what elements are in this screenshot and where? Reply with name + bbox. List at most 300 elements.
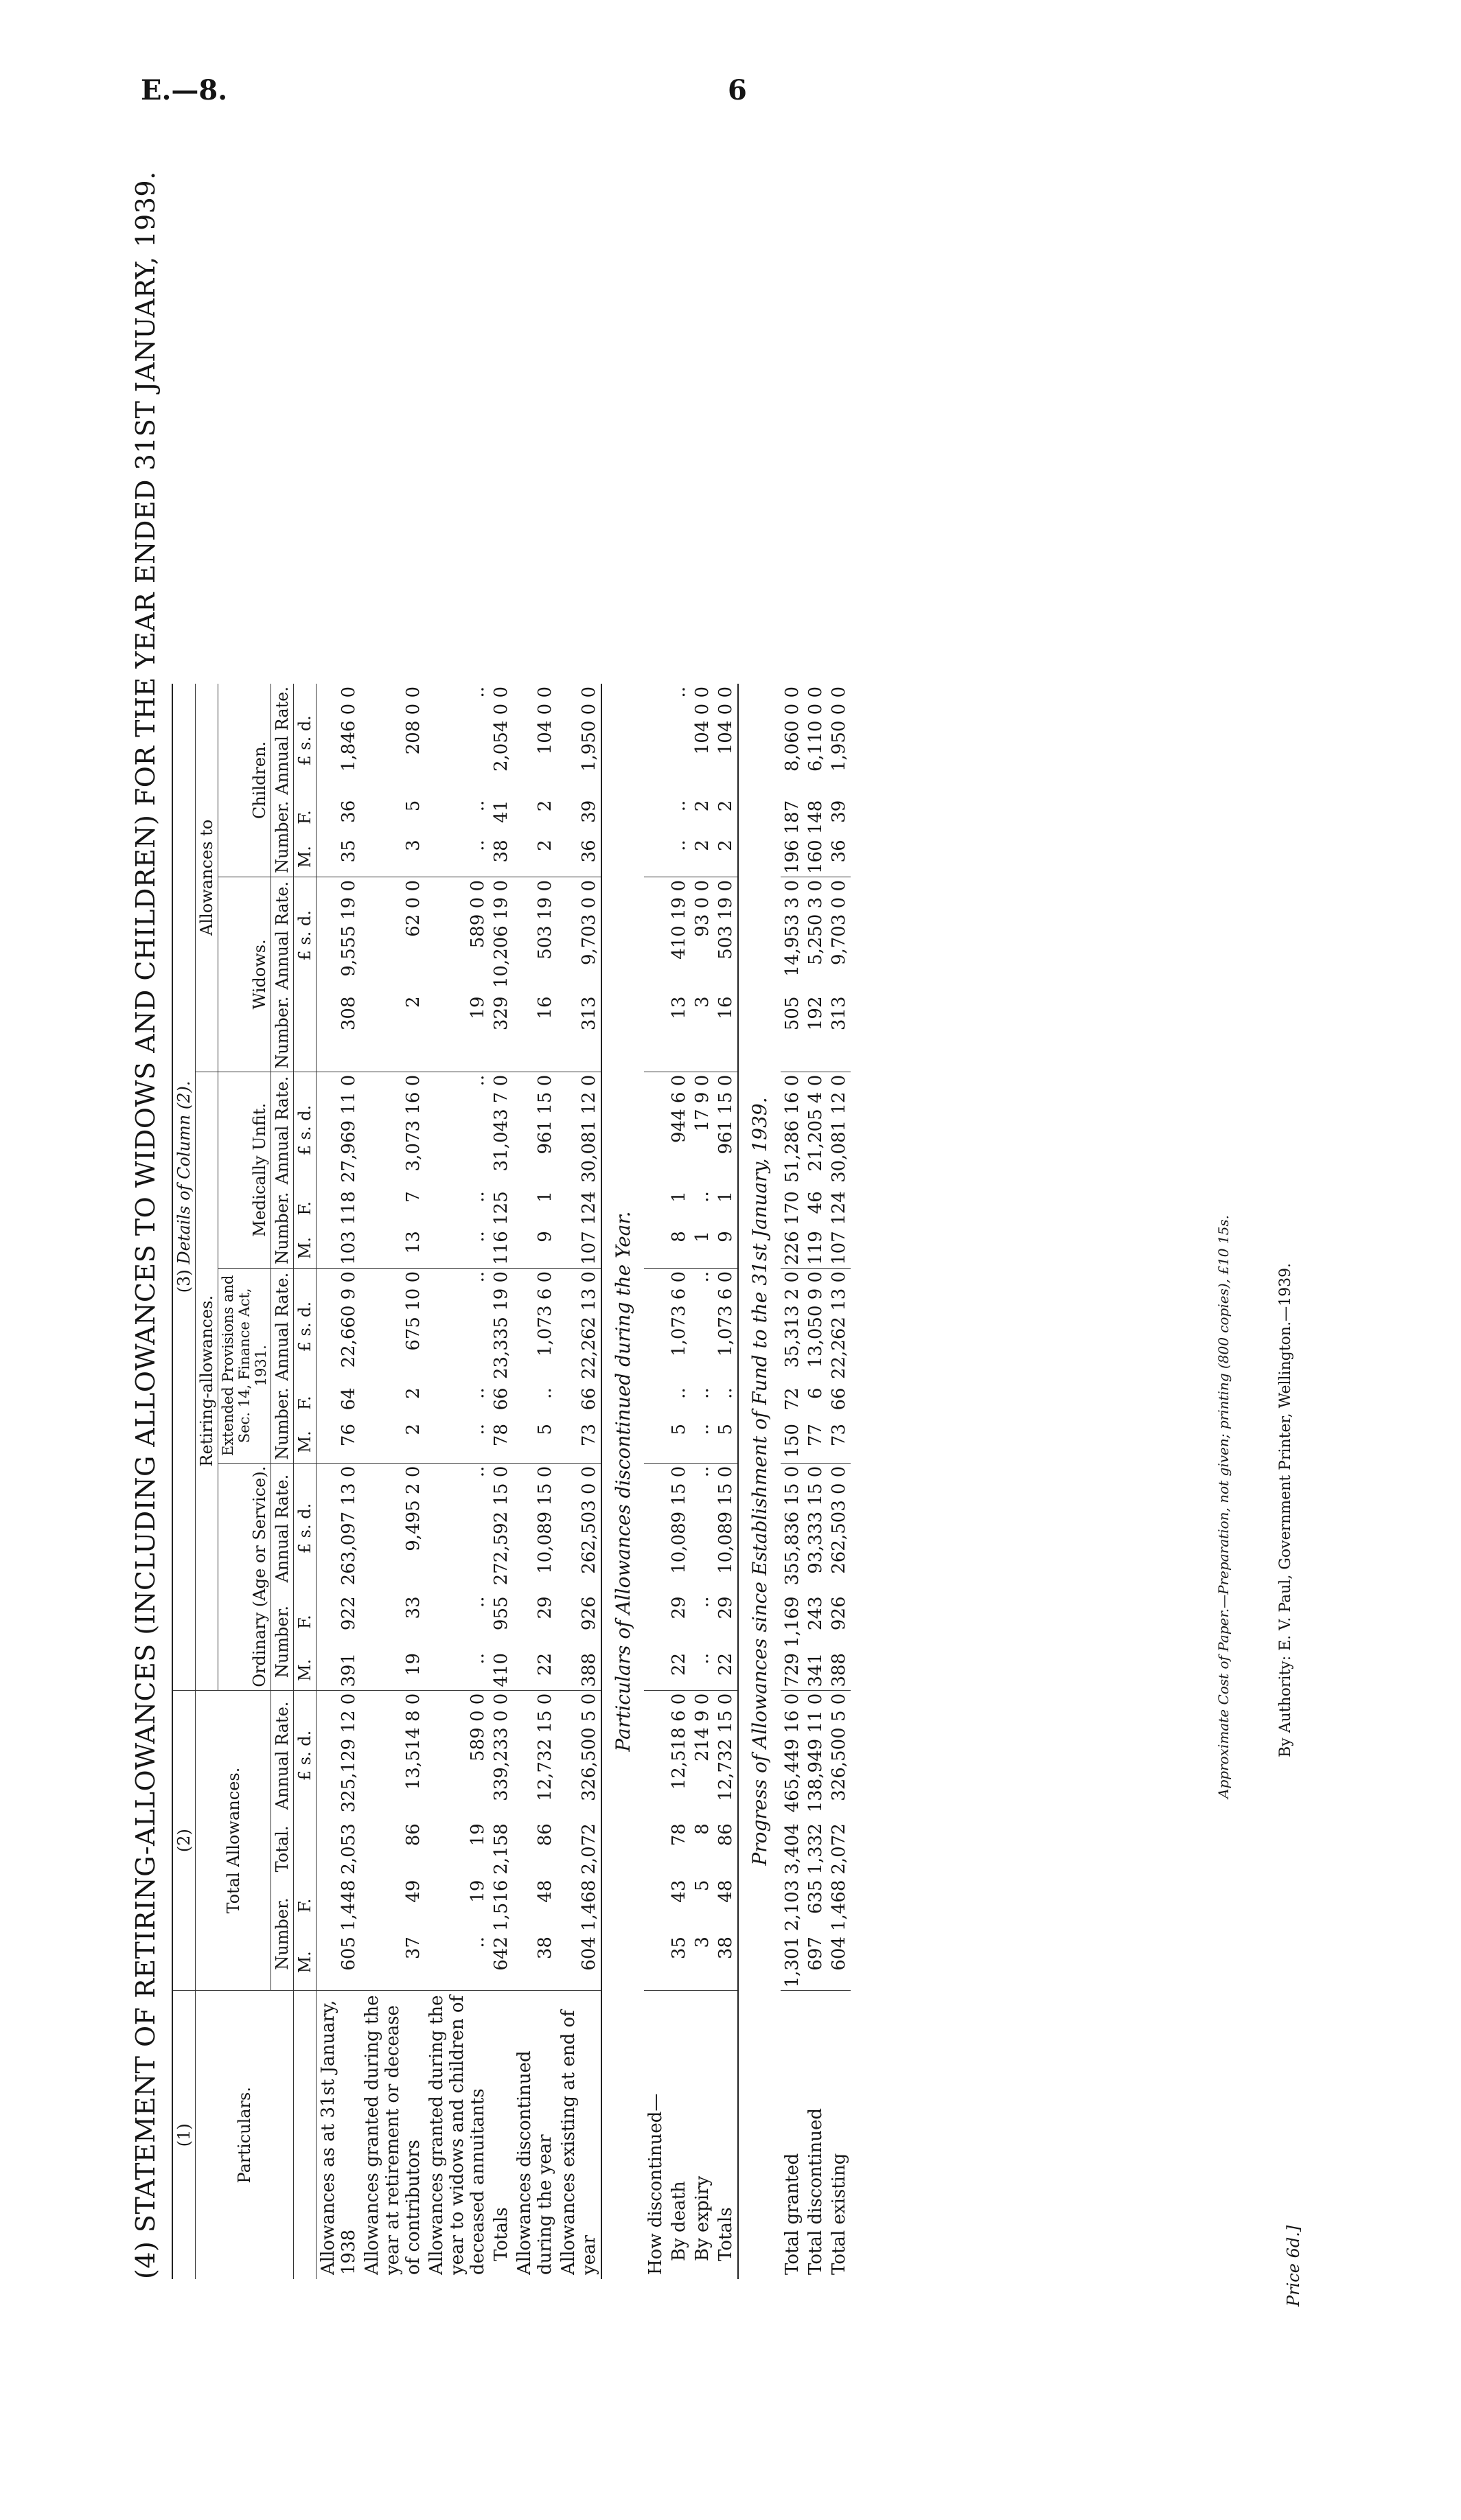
row-label: Total granted bbox=[782, 2153, 803, 2275]
table-cell: 37 bbox=[360, 1934, 425, 1991]
table-cell: 66 bbox=[579, 1387, 599, 1411]
table-cell: 1,332 bbox=[805, 1823, 826, 1875]
table-cell: 124 bbox=[829, 1191, 849, 1225]
table-cell: 12,518 6 0 bbox=[669, 1693, 689, 1790]
authority-note: By Authority: E. V. Paul, Government Printer, Wellington.—1939. bbox=[1277, 1262, 1294, 1757]
table-cell: 5 bbox=[403, 800, 424, 812]
section1-body bbox=[317, 684, 602, 2279]
table-cell: 1,169 bbox=[782, 1596, 803, 1648]
table-cell: 29 bbox=[669, 1596, 689, 1619]
table-cell: .. bbox=[692, 1596, 713, 1608]
total-allowances-head: Total Allowances. bbox=[196, 1690, 271, 1991]
table-cell: 187 bbox=[782, 800, 803, 835]
m-head: M. bbox=[294, 1421, 317, 1463]
table-cell: 2 bbox=[513, 837, 557, 877]
table-cell: 9 bbox=[513, 1228, 557, 1268]
table-cell: 23,335 19 0 bbox=[491, 1271, 511, 1380]
table-cell bbox=[644, 1593, 667, 1650]
table-cell: 8 bbox=[667, 1228, 691, 1268]
table-cell: 922 bbox=[338, 1596, 359, 1631]
table-cell: 325,129 12 0 bbox=[338, 1693, 359, 1813]
table-cell: 124 bbox=[579, 1191, 599, 1225]
table-cell: .. bbox=[468, 1466, 488, 1478]
table-cell: 148 bbox=[805, 800, 826, 835]
table-cell: 1,301 bbox=[781, 1934, 804, 1991]
table-cell: 675 10 0 bbox=[403, 1271, 424, 1351]
table-cell: .. bbox=[425, 1650, 490, 1690]
table-row bbox=[360, 684, 425, 2279]
table-cell: 955 bbox=[491, 1596, 511, 1631]
table-cell: 9,555 19 0 bbox=[338, 880, 359, 977]
table-cell: 22,262 13 0 bbox=[829, 1271, 849, 1380]
section3-title-body bbox=[738, 684, 781, 2279]
table-cell: 1 bbox=[535, 1191, 555, 1203]
table-cell: 1,846 0 0 bbox=[338, 686, 359, 772]
table-cell: 1,073 6 0 bbox=[669, 1271, 689, 1356]
table-cell bbox=[644, 1421, 667, 1463]
rate-head: Annual Rate. bbox=[271, 877, 294, 994]
table-row bbox=[667, 684, 691, 2279]
table-cell: 7 bbox=[403, 1191, 424, 1203]
table-row bbox=[425, 684, 490, 2279]
row-label: Allowances granted during the year to widows and children of deceased annuitants bbox=[426, 1995, 488, 2275]
number-head: Number. bbox=[271, 798, 294, 877]
table-cell: 9,703 0 0 bbox=[579, 880, 599, 966]
table-cell: 13,050 9 0 bbox=[805, 1271, 826, 1368]
table-cell: 10,089 15 0 bbox=[535, 1466, 555, 1574]
table-cell: 729 bbox=[781, 1650, 804, 1690]
table-cell: 33 bbox=[403, 1596, 424, 1619]
table-cell: 3 bbox=[691, 1934, 714, 1991]
total-head: Total. bbox=[271, 1820, 294, 1877]
table-cell: 22 bbox=[714, 1650, 738, 1690]
table-cell: 308 bbox=[317, 994, 361, 1072]
table-cell: 49 bbox=[403, 1880, 424, 1903]
table-cell bbox=[644, 877, 667, 994]
table-cell: .. bbox=[468, 1596, 488, 1608]
table-cell: 39 bbox=[829, 800, 849, 823]
table-cell: 125 bbox=[491, 1191, 511, 1225]
table-cell: .. bbox=[669, 800, 689, 812]
table-cell: 35 bbox=[667, 1934, 691, 1991]
table-cell: 19 bbox=[468, 1823, 488, 1847]
table-cell: 635 bbox=[805, 1880, 826, 1915]
table-cell bbox=[644, 1188, 667, 1228]
table-cell: 1,468 bbox=[829, 1880, 849, 1932]
table-cell: .. bbox=[692, 1271, 713, 1283]
row-label: Total discontinued bbox=[805, 2107, 826, 2275]
table-cell: 2,072 bbox=[829, 1823, 849, 1875]
table-cell bbox=[644, 1877, 667, 1934]
table-cell: 2 bbox=[403, 1387, 424, 1399]
table-cell: 39 bbox=[579, 800, 599, 823]
table-cell bbox=[644, 1820, 667, 1877]
table-cell: 263,097 13 0 bbox=[338, 1466, 359, 1586]
lsd-head: £ s. d. bbox=[294, 1072, 317, 1188]
table-cell: 104 0 0 bbox=[535, 686, 555, 755]
table-cell: 3 bbox=[360, 837, 425, 877]
f-head: F. bbox=[294, 1188, 317, 1228]
table-cell: 2,158 bbox=[491, 1823, 511, 1875]
table-cell: 77 bbox=[804, 1421, 827, 1463]
table-row bbox=[644, 684, 667, 2279]
table-cell: 1,950 0 0 bbox=[579, 686, 599, 772]
table-cell: 66 bbox=[491, 1387, 511, 1411]
row-label: Totals bbox=[491, 2207, 511, 2261]
row-label: How discontinued— bbox=[645, 2093, 666, 2275]
table-cell: .. bbox=[715, 1387, 736, 1399]
table-row bbox=[804, 684, 827, 2279]
table-cell: 19 bbox=[468, 1880, 488, 1903]
rate-head: Annual Rate. bbox=[271, 1072, 294, 1188]
table-row bbox=[513, 684, 557, 2279]
lsd-head: £ s. d. bbox=[294, 877, 317, 994]
table-cell: 43 bbox=[669, 1880, 689, 1903]
table-cell: 339,233 0 0 bbox=[491, 1693, 511, 1801]
col2-head: (2) bbox=[172, 1690, 196, 1991]
col3-head: (3) Details of Column (2). bbox=[172, 684, 196, 1690]
table-row bbox=[490, 684, 513, 2279]
table-cell: 243 bbox=[805, 1596, 826, 1631]
table-cell: .. bbox=[691, 1421, 714, 1463]
statement-table bbox=[172, 684, 851, 2279]
section2-title: Particulars of Allowances discontinued during the Year. bbox=[601, 684, 644, 2279]
table-cell: 3,073 16 0 bbox=[403, 1074, 424, 1172]
table-cell: 78 bbox=[490, 1421, 513, 1463]
col1-head: (1) bbox=[172, 1991, 196, 2279]
table-cell: 208 0 0 bbox=[403, 686, 424, 755]
row-label: By death bbox=[669, 2181, 689, 2261]
table-row bbox=[317, 684, 361, 2279]
particulars-head: Particulars. bbox=[196, 1991, 294, 2279]
table-cell: 313 bbox=[557, 994, 601, 1072]
table-cell: 93,333 15 0 bbox=[805, 1466, 826, 1574]
table-cell: 262,503 0 0 bbox=[829, 1466, 849, 1574]
rate-head: Annual Rate. bbox=[271, 1268, 294, 1385]
rate-head: Annual Rate. bbox=[271, 1690, 294, 1820]
table-cell: 29 bbox=[715, 1596, 736, 1619]
statement-title: (4) STATEMENT OF RETIRING-ALLOWANCES (INCLUDING ALLOWANCES TO WIDOWS AND CHILDREN) FOR THE YEAR ENDED 31ST JANUARY, 1939. bbox=[130, 171, 161, 2279]
table-cell: 35,313 2 0 bbox=[782, 1271, 803, 1368]
table-row bbox=[557, 684, 601, 2279]
table-cell: 5 bbox=[714, 1421, 738, 1463]
table-cell: 116 bbox=[490, 1228, 513, 1268]
table-cell: .. bbox=[468, 1271, 488, 1283]
table-cell bbox=[644, 1463, 667, 1593]
table-cell: .. bbox=[468, 1191, 488, 1203]
table-cell: 78 bbox=[669, 1823, 689, 1847]
table-cell: 19 bbox=[425, 994, 490, 1072]
table-cell: .. bbox=[535, 1387, 555, 1399]
table-cell: 313 bbox=[827, 994, 851, 1072]
table-cell: 1 bbox=[691, 1228, 714, 1268]
table-cell: 1,073 6 0 bbox=[535, 1271, 555, 1356]
table-cell bbox=[644, 837, 667, 877]
table-cell: 589 0 0 bbox=[468, 880, 488, 949]
table-cell: 2 bbox=[360, 994, 425, 1072]
table-cell: 29 bbox=[535, 1596, 555, 1619]
table-cell: 31,043 7 0 bbox=[491, 1074, 511, 1172]
table-cell: .. bbox=[692, 1191, 713, 1203]
table-cell: 13 bbox=[667, 994, 691, 1072]
page-code: E.—8. bbox=[141, 74, 228, 106]
table-cell: .. bbox=[425, 1934, 490, 1991]
table-cell: 192 bbox=[804, 994, 827, 1072]
table-cell: .. bbox=[425, 1421, 490, 1463]
table-cell: 604 bbox=[827, 1934, 851, 1991]
table-cell: 118 bbox=[338, 1191, 359, 1225]
table-cell: 262,503 0 0 bbox=[579, 1466, 599, 1574]
table-cell: .. bbox=[468, 800, 488, 812]
table-cell: 1 bbox=[669, 1191, 689, 1203]
table-cell: 13,514 8 0 bbox=[403, 1693, 424, 1790]
table-cell: 51,286 16 0 bbox=[782, 1074, 803, 1183]
row-label: Allowances as at 31st January, 1938 bbox=[318, 2000, 359, 2275]
table-cell bbox=[644, 1650, 667, 1690]
table-cell: 226 bbox=[781, 1228, 804, 1268]
table-cell: .. bbox=[669, 1387, 689, 1399]
table-cell: 329 bbox=[490, 994, 513, 1072]
table-cell: 272,592 15 0 bbox=[491, 1466, 511, 1586]
retiring-head: Retiring-allowances. bbox=[196, 1072, 218, 1690]
table-cell: .. bbox=[425, 837, 490, 877]
table-cell: 2,054 0 0 bbox=[491, 686, 511, 772]
rate-head: Annual Rate. bbox=[271, 684, 294, 798]
table-cell: 5,250 3 0 bbox=[805, 880, 826, 966]
table-cell: 8,060 0 0 bbox=[782, 686, 803, 772]
f-head: F. bbox=[294, 1877, 317, 1934]
table-row bbox=[714, 684, 738, 2279]
m-head: M. bbox=[294, 1934, 317, 1991]
table-cell: 1,073 6 0 bbox=[715, 1271, 736, 1356]
number-head: Number. bbox=[271, 1593, 294, 1690]
m-head: M. bbox=[294, 1650, 317, 1690]
table-cell: 46 bbox=[805, 1191, 826, 1214]
table-cell: 10,089 15 0 bbox=[669, 1466, 689, 1574]
table-cell: 119 bbox=[804, 1228, 827, 1268]
table-cell: .. bbox=[468, 1387, 488, 1399]
row-label: Allowances granted during the year at retirement or decease of contributors bbox=[362, 1995, 424, 2275]
table-cell: .. bbox=[468, 686, 488, 698]
table-cell bbox=[644, 1934, 667, 1991]
table-cell: 388 bbox=[557, 1650, 601, 1690]
table-cell: 170 bbox=[782, 1191, 803, 1225]
table-cell: 961 15 0 bbox=[535, 1074, 555, 1155]
table-cell: 2 bbox=[714, 837, 738, 877]
table-cell: 13 bbox=[360, 1228, 425, 1268]
table-cell bbox=[644, 994, 667, 1072]
table-cell: 410 19 0 bbox=[669, 880, 689, 960]
row-label: By expiry bbox=[692, 2175, 713, 2261]
table-cell: 104 0 0 bbox=[692, 686, 713, 755]
table-cell: 73 bbox=[827, 1421, 851, 1463]
table-cell: .. bbox=[669, 686, 689, 698]
table-cell: 604 bbox=[557, 1934, 601, 1991]
table-cell: 48 bbox=[535, 1880, 555, 1903]
rate-head: Annual Rate. bbox=[271, 1463, 294, 1593]
table-cell: 93 0 0 bbox=[692, 880, 713, 937]
table-cell bbox=[644, 1690, 667, 1820]
lsd-head: £ s. d. bbox=[294, 1463, 317, 1593]
number-head: Number. bbox=[271, 994, 294, 1072]
section2-title-body bbox=[601, 684, 644, 2279]
medically-head: Medically Unfit. bbox=[218, 1072, 271, 1268]
table-row bbox=[781, 684, 804, 2279]
table-row bbox=[827, 684, 851, 2279]
table-cell: 10,206 19 0 bbox=[491, 880, 511, 989]
table-cell: 1,516 bbox=[491, 1880, 511, 1932]
table-cell: 16 bbox=[714, 994, 738, 1072]
table-cell: 2 bbox=[715, 800, 736, 812]
table-cell: 73 bbox=[557, 1421, 601, 1463]
table-cell: 86 bbox=[403, 1823, 424, 1847]
table-cell: 326,500 5 0 bbox=[829, 1693, 849, 1801]
rotated-table-block bbox=[130, 171, 1332, 2279]
m-head: M. bbox=[294, 837, 317, 877]
table-cell: 19 bbox=[360, 1650, 425, 1690]
table-cell: 16 bbox=[513, 994, 557, 1072]
table-cell: 926 bbox=[829, 1596, 849, 1631]
table-cell: 5 bbox=[667, 1421, 691, 1463]
table-cell: 22 bbox=[667, 1650, 691, 1690]
table-cell: 2,072 bbox=[579, 1823, 599, 1875]
table-cell: 62 0 0 bbox=[403, 880, 424, 937]
table-cell: 38 bbox=[490, 837, 513, 877]
table-cell: .. bbox=[425, 1228, 490, 1268]
table-cell: 2 bbox=[360, 1421, 425, 1463]
table-cell bbox=[644, 1228, 667, 1268]
table-cell: 944 6 0 bbox=[669, 1074, 689, 1143]
lsd-head: £ s. d. bbox=[294, 1690, 317, 1820]
table-cell: 6,110 0 0 bbox=[805, 686, 826, 772]
table-cell: 107 bbox=[557, 1228, 601, 1268]
table-cell: 926 bbox=[579, 1596, 599, 1631]
table-cell: 2 bbox=[692, 800, 713, 812]
table-cell: 36 bbox=[338, 800, 359, 823]
table-cell: 1 bbox=[715, 1191, 736, 1203]
table-cell: 5 bbox=[692, 1880, 713, 1892]
table-cell: 341 bbox=[804, 1650, 827, 1690]
m-head: M. bbox=[294, 1228, 317, 1268]
cost-note: Approximate Cost of Paper.—Preparation, not given; printing (800 copies), £10 15s. bbox=[1215, 1215, 1232, 1799]
f-head: F. bbox=[294, 1385, 317, 1421]
table-cell: 391 bbox=[317, 1650, 361, 1690]
table-cell: 14,953 3 0 bbox=[782, 880, 803, 977]
widows-head: Widows. bbox=[218, 877, 271, 1072]
table-cell: 36 bbox=[827, 837, 851, 877]
section2-body bbox=[644, 684, 738, 2279]
table-cell: 697 bbox=[804, 1934, 827, 1991]
table-cell: 9,703 0 0 bbox=[829, 880, 849, 966]
section3-body bbox=[781, 684, 851, 2279]
table-cell: 21,205 4 0 bbox=[805, 1074, 826, 1172]
allowances-to-head: Allowances to bbox=[196, 684, 218, 1072]
table-cell: 214 9 0 bbox=[692, 1693, 713, 1761]
table-cell: 605 bbox=[317, 1934, 361, 1991]
table-cell: 64 bbox=[338, 1387, 359, 1411]
table-cell: 2,053 bbox=[338, 1823, 359, 1875]
extended-head: Extended Provisions and Sec. 14, Finance Act, 1931. bbox=[218, 1268, 271, 1463]
section3-title: Progress of Allowances since Establishment of Fund to the 31st January, 1939. bbox=[738, 684, 781, 2279]
table-cell: 326,500 5 0 bbox=[579, 1693, 599, 1801]
table-cell: 36 bbox=[557, 837, 601, 877]
table-cell: .. bbox=[692, 1466, 713, 1478]
table-cell: 9 bbox=[714, 1228, 738, 1268]
table-cell: 1,950 0 0 bbox=[829, 686, 849, 772]
table-cell: 22 bbox=[513, 1650, 557, 1690]
table-cell: 388 bbox=[827, 1650, 851, 1690]
row-label: Allowances existing at end of year bbox=[558, 2010, 599, 2275]
table-cell: 22,262 13 0 bbox=[579, 1271, 599, 1380]
table-cell bbox=[644, 1385, 667, 1421]
number-head: Number. bbox=[271, 1188, 294, 1268]
table-cell: 138,949 11 0 bbox=[805, 1693, 826, 1813]
table-cell: 22,660 9 0 bbox=[338, 1271, 359, 1368]
table-cell: 30,081 12 0 bbox=[829, 1074, 849, 1183]
lsd-head: £ s. d. bbox=[294, 684, 317, 798]
table-cell: 503 19 0 bbox=[715, 880, 736, 960]
table-cell: 86 bbox=[535, 1823, 555, 1847]
table-cell: .. bbox=[691, 1650, 714, 1690]
table-cell: 17 9 0 bbox=[692, 1074, 713, 1132]
table-cell: 104 0 0 bbox=[715, 686, 736, 755]
table-row bbox=[691, 684, 714, 2279]
table-cell: 3 bbox=[691, 994, 714, 1072]
row-label: Totals bbox=[715, 2207, 736, 2261]
table-cell: 10,089 15 0 bbox=[715, 1466, 736, 1574]
table-cell: 5 bbox=[513, 1421, 557, 1463]
table-cell: 72 bbox=[782, 1387, 803, 1411]
table-cell: 1,468 bbox=[579, 1880, 599, 1932]
table-cell: 41 bbox=[491, 800, 511, 823]
table-cell: 410 bbox=[490, 1650, 513, 1690]
table-cell: 12,732 15 0 bbox=[535, 1693, 555, 1801]
table-cell: 642 bbox=[490, 1934, 513, 1991]
table-cell: 2 bbox=[691, 837, 714, 877]
table-cell: 66 bbox=[829, 1387, 849, 1411]
table-cell: .. bbox=[667, 837, 691, 877]
table-cell: .. bbox=[468, 1074, 488, 1087]
table-cell: 1,448 bbox=[338, 1880, 359, 1932]
table-cell: 3,404 bbox=[782, 1823, 803, 1875]
table-cell: 35 bbox=[317, 837, 361, 877]
table-cell: 2 bbox=[535, 800, 555, 812]
table-cell: 12,732 15 0 bbox=[715, 1693, 736, 1801]
number-head: Number. bbox=[271, 1877, 294, 1991]
f-head: F. bbox=[294, 798, 317, 837]
lsd-head: £ s. d. bbox=[294, 1268, 317, 1385]
ordinary-head: Ordinary (Age or Service). bbox=[218, 1463, 271, 1690]
children-head: Children. bbox=[218, 684, 271, 877]
number-head: Number. bbox=[271, 1385, 294, 1463]
table-cell: 505 bbox=[781, 994, 804, 1072]
table-cell: .. bbox=[692, 1387, 713, 1399]
table-cell: 107 bbox=[827, 1228, 851, 1268]
table-cell: 196 bbox=[781, 837, 804, 877]
table-cell: 76 bbox=[317, 1421, 361, 1463]
table-cell: 9,495 2 0 bbox=[403, 1466, 424, 1551]
table-cell: 355,836 15 0 bbox=[782, 1466, 803, 1586]
table-cell bbox=[644, 1268, 667, 1385]
row-label: Total existing bbox=[829, 2153, 849, 2275]
table-cell bbox=[644, 798, 667, 837]
table-cell bbox=[644, 684, 667, 798]
table-cell: 38 bbox=[513, 1934, 557, 1991]
price-note: Price 6d.] bbox=[1284, 2225, 1303, 2307]
table-cell: 86 bbox=[715, 1823, 736, 1847]
table-cell: 465,449 16 0 bbox=[782, 1693, 803, 1813]
table-cell: 27,969 11 0 bbox=[338, 1074, 359, 1183]
